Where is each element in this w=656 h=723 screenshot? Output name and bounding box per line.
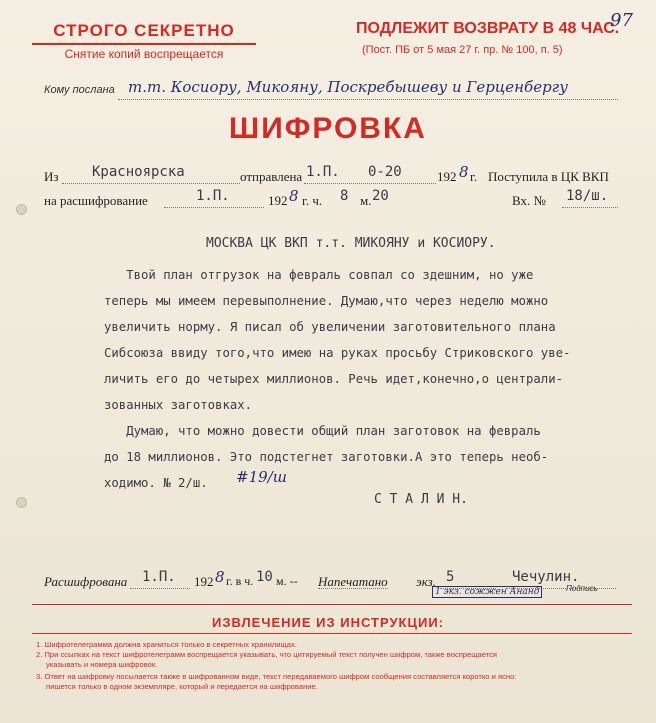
from-label: Из: [44, 169, 59, 184]
operator-name: Чечулин.: [512, 569, 580, 585]
instruction-item: указывать и номера шифровок.: [46, 660, 158, 669]
received-label: Поступила в ЦК ВКП: [488, 169, 609, 184]
decrypted-hour: 10: [256, 569, 273, 585]
no-copies-note: Снятие копий воспрещается: [64, 47, 224, 61]
recipients-line: [118, 99, 618, 100]
decrypt-year-digit: 8: [289, 187, 299, 205]
printed-line: [318, 588, 388, 589]
decrypted-hour-label: г. в ч.: [226, 574, 254, 588]
sent-line: [304, 183, 436, 184]
message-line: Твой план отгрузок на февраль совпал со здешним, но уже: [104, 268, 534, 282]
document-title: ШИФРОВКА: [229, 112, 427, 145]
punch-hole-bottom: [16, 497, 27, 508]
decrypt-minute: 20: [372, 188, 389, 204]
sent-year-prefix: 192: [437, 169, 457, 184]
signature-label: Подпись: [566, 584, 598, 593]
decrypt-hour: 8: [340, 188, 349, 204]
decrypt-date: 1.П.: [196, 188, 230, 204]
sent-year-suffix: г.: [470, 169, 478, 184]
message-line: до 18 миллионов. Это подстегнет заготовки.А это теперь необ-: [104, 450, 549, 464]
sent-time: 0-20: [368, 164, 402, 180]
decrypt-year-prefix: 192: [268, 193, 288, 208]
instruction-item: пишется только в одном экземпляре, который и передается на шифрование.: [46, 682, 318, 691]
folio-number: 97: [610, 10, 633, 31]
copies-label: экз.: [416, 574, 436, 589]
incoming-label: Вх. №: [512, 193, 546, 208]
printed-label: Напечатано: [318, 574, 388, 589]
handwritten-note: 1 экз. сожжен Ананд: [432, 586, 542, 598]
message-line: Сибсоюза ввиду того,что имею на руках просьбу Стриковского уве-: [104, 346, 571, 360]
message-line: Думаю, что можно довести общий план заготовок на февраль: [104, 424, 541, 438]
sent-label: отправлена: [240, 169, 303, 184]
message-line: ходимо. № 2/ш.: [104, 476, 208, 490]
decrypt-minute-label: м.: [360, 193, 372, 208]
from-line: [62, 183, 240, 184]
instruction-item: 2. При ссылках на текст шифротелеграмм воспрещается указывать, что цитируемый текст получен шифром, также воспрещается: [36, 650, 498, 659]
secret-stamp: СТРОГО СЕКРЕТНО: [32, 19, 256, 45]
decrypt-label: на расшифрование: [44, 193, 148, 208]
decrypt-hour-label: г. ч.: [302, 193, 323, 208]
return-notice: ПОДЛЕЖИТ ВОЗВРАТУ В 48 ЧАС.: [356, 20, 620, 37]
decrypted-label: Расшифрована: [44, 574, 128, 589]
signature: С Т А Л И Н.: [374, 492, 468, 507]
message-line: теперь мы имеем перевыполнение. Думаю,что через неделю можно: [104, 294, 549, 308]
sent-year-digit: 8: [459, 163, 469, 181]
incoming-line: [562, 207, 618, 208]
return-regulation: (Пост. ПБ от 5 мая 27 г. пр. № 100, п. 5): [362, 44, 563, 56]
instructions-title-rule: [32, 633, 632, 634]
message-line: зованных заготовках.: [104, 398, 253, 412]
decrypted-date-line: [130, 588, 190, 589]
decrypt-date-line: [164, 207, 264, 208]
message-line: увеличить норму. Я писал об увеличении заготовительного плана: [104, 320, 556, 334]
incoming-number: 18/ш.: [566, 188, 609, 204]
message-body: [104, 262, 570, 496]
instructions-title: ИЗВЛЕЧЕНИЕ ИЗ ИНСТРУКЦИИ:: [211, 615, 445, 630]
from-value: Красноярска: [92, 164, 185, 180]
sent-date: 1.П.: [306, 164, 340, 180]
punch-hole-top: [16, 204, 27, 215]
decrypted-date: 1.П.: [142, 569, 176, 585]
instructions-top-rule: [32, 604, 632, 605]
decrypted-minute-label: м. --: [276, 574, 298, 588]
instruction-item: 1. Шифротелеграмма должна храниться только в секретных хранилищах.: [36, 640, 297, 649]
instruction-item: 3. Ответ на шифровку посылается также в шифрованном виде, текст передаваемого шифром сообщения составляется коротко и ясно:: [36, 672, 517, 681]
copies-count: 5: [446, 569, 455, 585]
message-line: личить его до четырех миллионов. Речь идет,конечно,о централи-: [104, 372, 564, 386]
recipients-value: т.т. Косиору, Микояну, Поскребышеву и Герценбергу: [128, 78, 568, 96]
message-addressee: МОСКВА ЦК ВКП т.т. МИКОЯНУ и КОСИОРУ.: [206, 236, 496, 251]
decrypted-year-prefix: 192: [194, 574, 214, 589]
decrypted-year-digit: 8: [215, 568, 225, 586]
handwritten-number: #19/ш: [236, 468, 287, 486]
recipients-label: Кому послана: [44, 84, 115, 96]
